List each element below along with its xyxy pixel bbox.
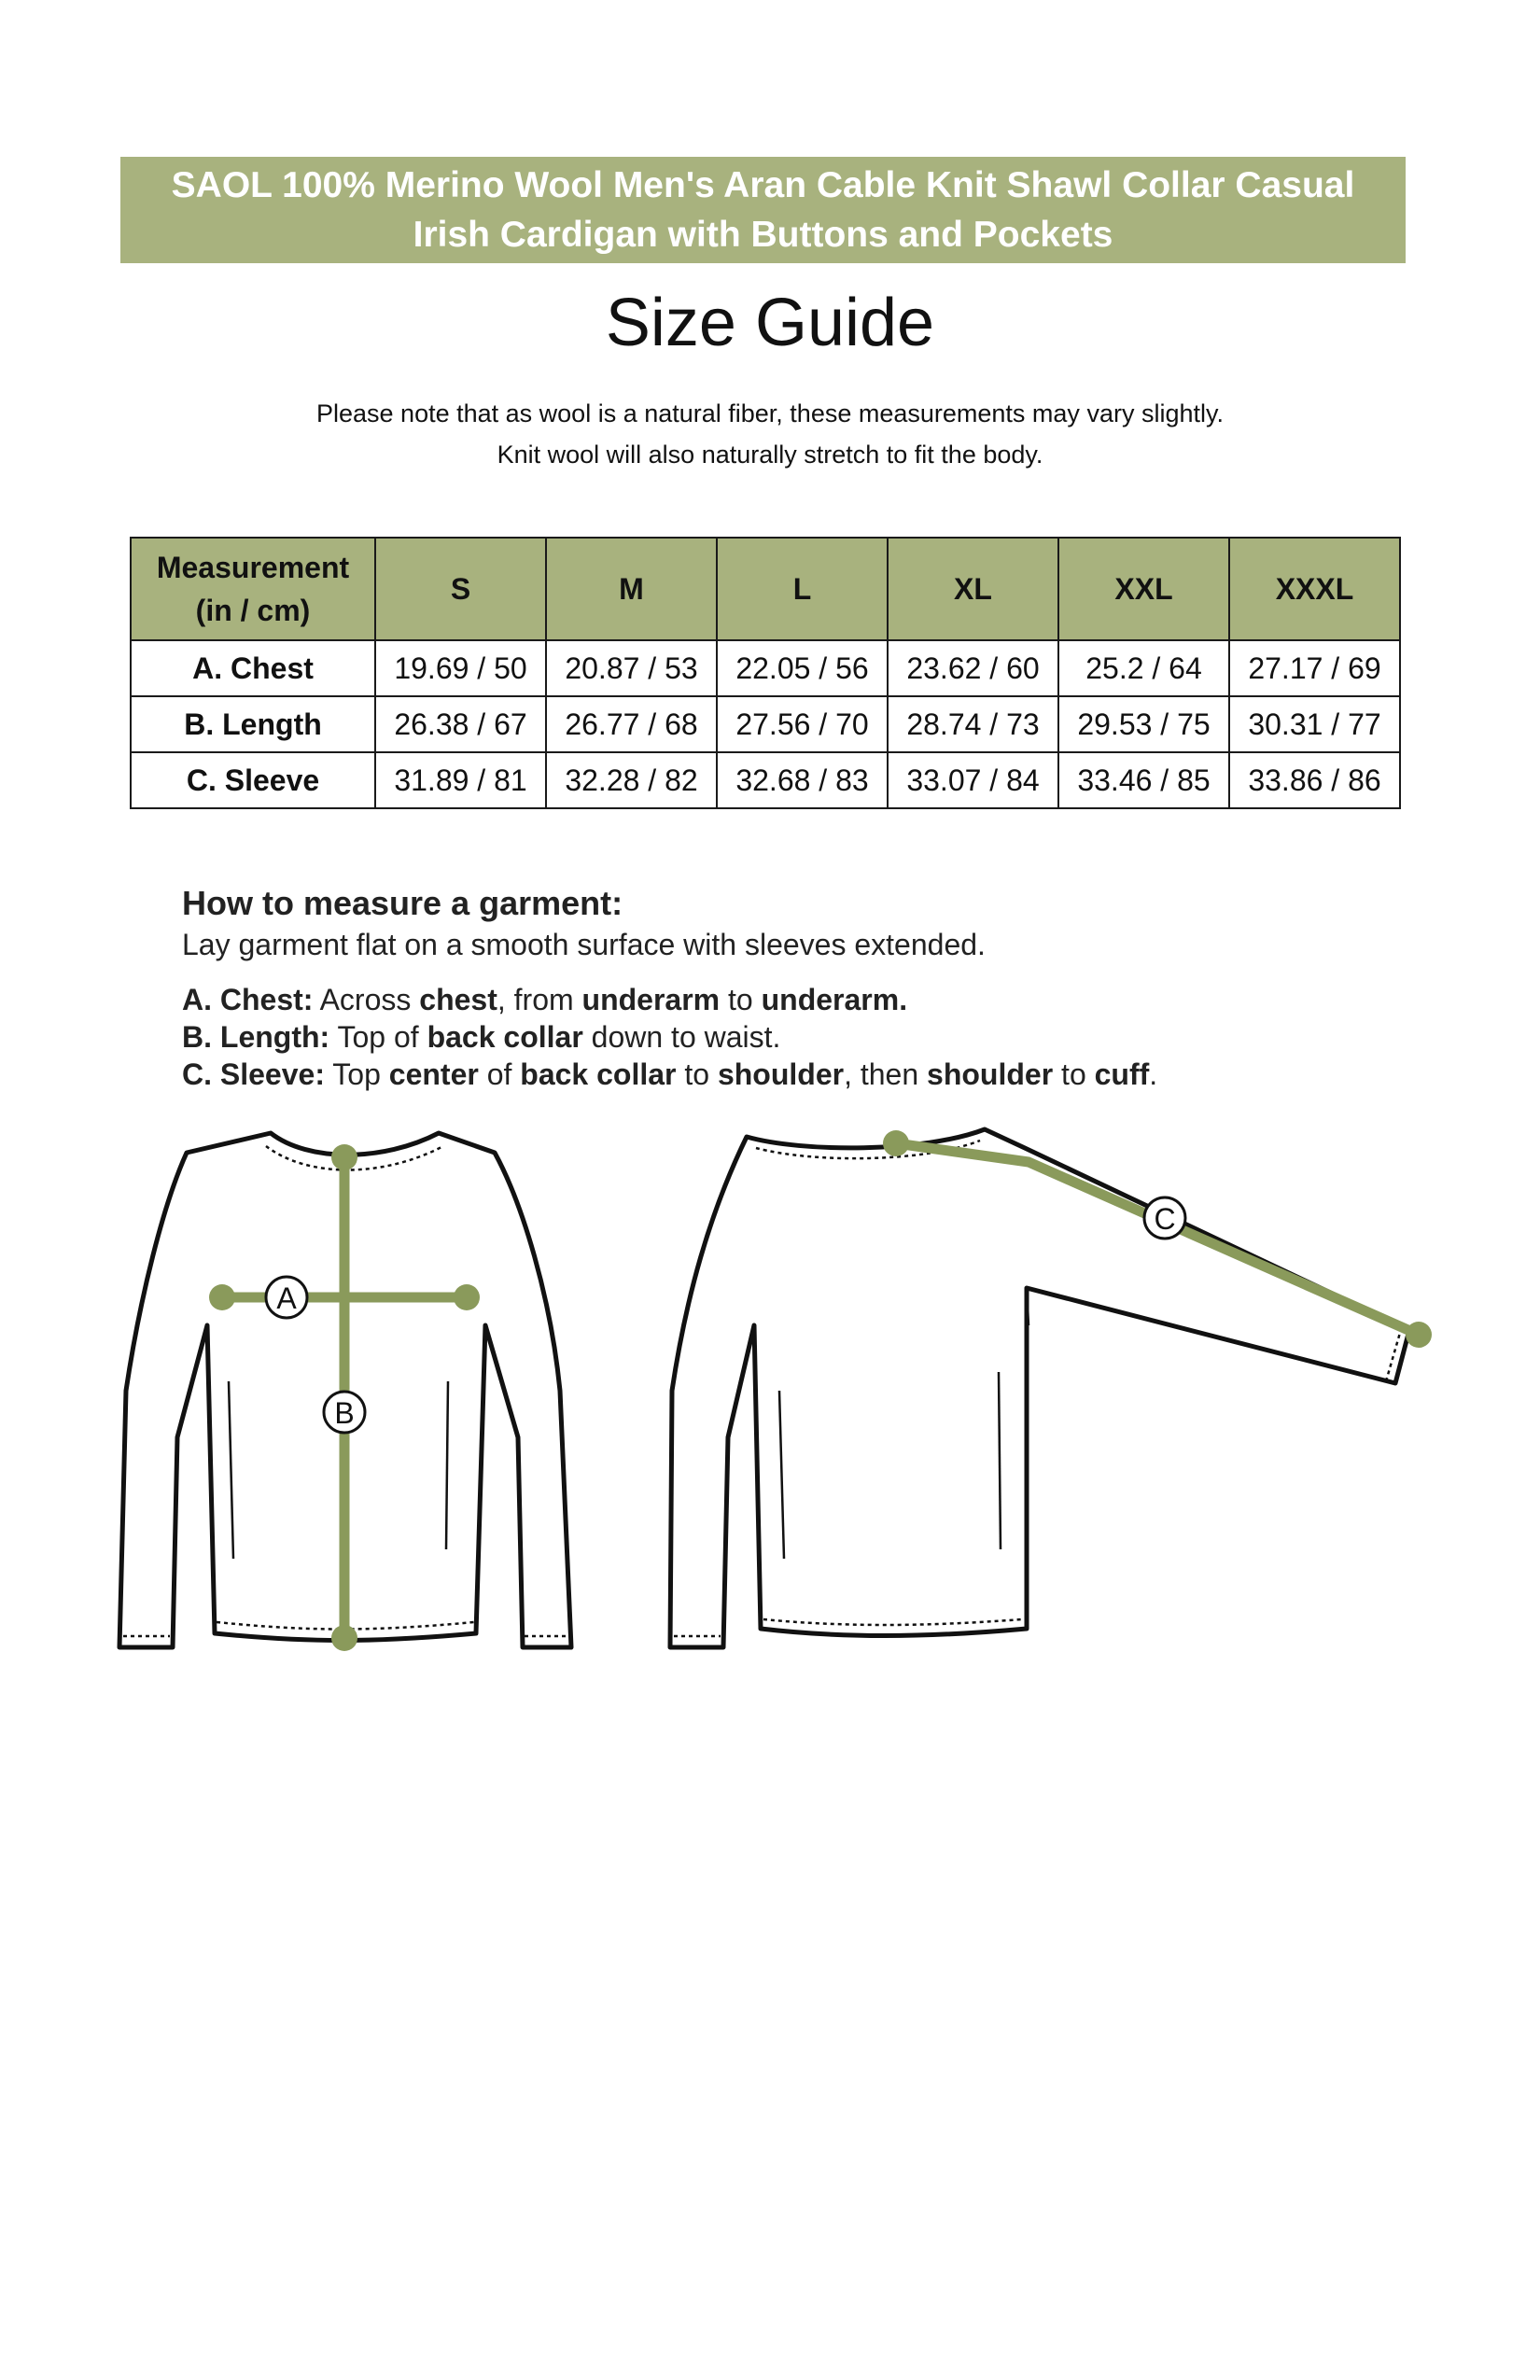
instruction-text: , from	[497, 983, 582, 1016]
marker-a-label: A	[276, 1281, 297, 1315]
note-line-1: Please note that as wool is a natural fiber, these measurements may vary slightly.	[316, 399, 1224, 427]
instruction-text: to	[720, 983, 762, 1016]
marker-a	[266, 1277, 307, 1318]
marker-b-label: B	[334, 1396, 355, 1430]
table-cell: 26.38 / 67	[375, 696, 546, 752]
table-cell: 27.56 / 70	[717, 696, 888, 752]
instruction-label: C. Sleeve:	[182, 1057, 325, 1091]
how-to-subtitle: Lay garment flat on a smooth surface with sleeves extended.	[182, 928, 986, 961]
table-cell: 33.46 / 85	[1058, 752, 1229, 808]
instruction-emphasis: shoulder	[927, 1057, 1054, 1091]
instruction-label: A. Chest:	[182, 983, 314, 1016]
instruction-emphasis: chest	[419, 983, 497, 1016]
table-cell: 31.89 / 81	[375, 752, 546, 808]
product-title-line-1: SAOL 100% Merino Wool Men's Aran Cable Knit Shawl Collar Casual	[171, 165, 1355, 205]
table-cell: 29.53 / 75	[1058, 696, 1229, 752]
table-cell: 32.68 / 83	[717, 752, 888, 808]
row-label: A. Chest	[131, 640, 375, 696]
instruction-emphasis: underarm	[581, 983, 721, 1016]
instruction-text: .	[1149, 1057, 1158, 1091]
instruction-text: , then	[844, 1057, 928, 1091]
size-header-xl: XL	[888, 538, 1058, 640]
size-header-s: S	[375, 538, 546, 640]
instruction-text: Top of	[329, 1020, 427, 1054]
instruction-emphasis: underarm.	[761, 983, 908, 1016]
table-cell: 33.07 / 84	[888, 752, 1058, 808]
back-garment-outline	[670, 1129, 1409, 1647]
table-cell: 19.69 / 50	[375, 640, 546, 696]
garment-measurement-diagram	[0, 1111, 1540, 1671]
page-title: Size Guide	[605, 286, 935, 360]
table-cell: 33.86 / 86	[1229, 752, 1400, 808]
measurement-header	[131, 538, 375, 640]
table-cell: 27.17 / 69	[1229, 640, 1400, 696]
instruction-text: to	[676, 1057, 718, 1091]
instruction-label: B. Length:	[182, 1020, 330, 1054]
product-title-banner	[120, 157, 1406, 263]
size-header-m: M	[546, 538, 717, 640]
table-row-chest	[131, 640, 1400, 696]
product-title-line-2: Irish Cardigan with Buttons and Pockets	[413, 215, 1113, 255]
how-to-measure	[182, 882, 1395, 1093]
instruction-emphasis: back collar	[427, 1020, 583, 1054]
instruction-text: of	[478, 1057, 521, 1091]
table-cell: 25.2 / 64	[1058, 640, 1229, 696]
table-cell: 30.31 / 77	[1229, 696, 1400, 752]
table-header-row	[131, 538, 1400, 640]
marker-c	[1144, 1197, 1185, 1239]
size-table	[130, 537, 1401, 809]
instruction-text: down to waist.	[582, 1020, 781, 1054]
instruction-text: Across	[313, 983, 420, 1016]
table-row-length	[131, 696, 1400, 752]
size-header-xxxl: XXXL	[1229, 538, 1400, 640]
table-cell: 32.28 / 82	[546, 752, 717, 808]
size-header-l: L	[717, 538, 888, 640]
instruction-emphasis: cuff	[1094, 1057, 1150, 1091]
table-cell: 23.62 / 60	[888, 640, 1058, 696]
instruction-emphasis: center	[388, 1057, 479, 1091]
note-line-2: Knit wool will also naturally stretch to fit the body.	[497, 441, 1043, 469]
table-row-sleeve	[131, 752, 1400, 808]
marker-b	[324, 1392, 365, 1433]
marker-c-label: C	[1154, 1202, 1176, 1236]
instruction-length	[182, 1018, 1395, 1056]
instruction-emphasis: back collar	[520, 1057, 677, 1091]
how-to-title: How to measure a garment:	[182, 884, 623, 922]
table-cell: 26.77 / 68	[546, 696, 717, 752]
instruction-emphasis: shoulder	[717, 1057, 845, 1091]
table-cell: 20.87 / 53	[546, 640, 717, 696]
instruction-text: Top	[324, 1057, 389, 1091]
instruction-sleeve	[182, 1056, 1395, 1093]
table-cell: 22.05 / 56	[717, 640, 888, 696]
table-cell: 28.74 / 73	[888, 696, 1058, 752]
row-label: B. Length	[131, 696, 375, 752]
instruction-chest	[182, 981, 1395, 1018]
size-header-xxl: XXL	[1058, 538, 1229, 640]
instruction-text: to	[1053, 1057, 1095, 1091]
row-label: C. Sleeve	[131, 752, 375, 808]
measurement-header-line-2: (in / cm)	[195, 594, 311, 627]
measurement-header-line-1: Measurement	[156, 551, 350, 584]
